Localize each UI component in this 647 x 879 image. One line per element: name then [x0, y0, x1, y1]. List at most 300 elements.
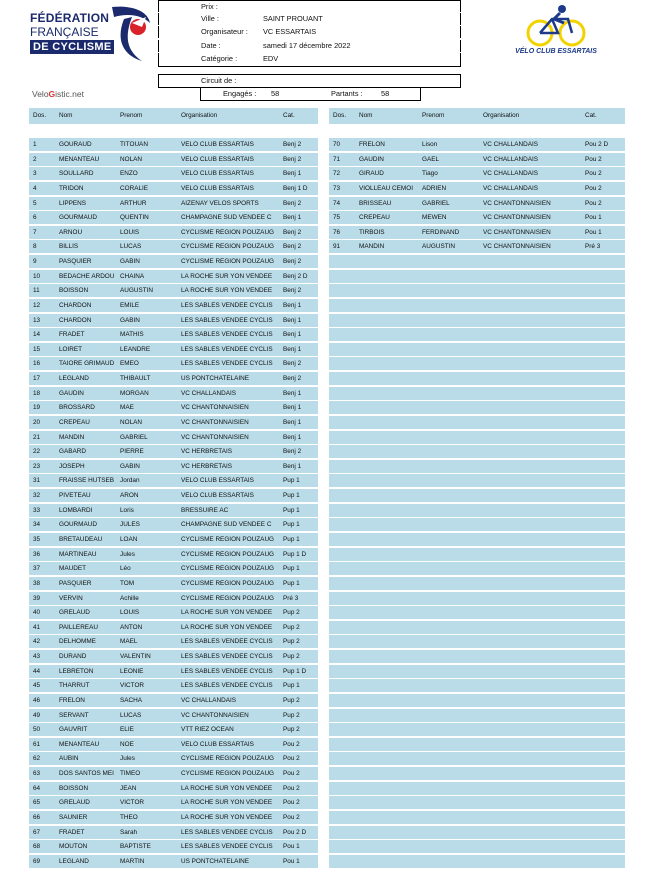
cell-nom: ARNOU — [59, 229, 83, 236]
cell-cat: Pou 2 — [585, 200, 602, 207]
table-row — [29, 197, 318, 210]
cell-cat: Pou 2 — [283, 755, 300, 762]
cell-cat: Benj 2 — [283, 229, 302, 236]
cell-cat: Pup 1 D — [283, 551, 307, 558]
table-row — [29, 577, 318, 590]
table-row — [329, 284, 625, 297]
table-row — [29, 314, 318, 327]
table-row — [29, 357, 318, 370]
table-row — [329, 328, 625, 341]
cell-cat: Pup 2 — [283, 653, 300, 660]
organisateur-value: VC ESSARTAIS — [263, 27, 317, 36]
cell-prenom: ELIE — [120, 726, 134, 733]
cell-prenom: NOLAN — [120, 156, 143, 163]
table-row — [329, 226, 625, 239]
cell-nom: TIRBOIS — [359, 229, 385, 236]
table-row — [329, 474, 625, 487]
cell-dos: 3 — [33, 170, 37, 177]
cell-organisation: CYCLISME REGION POUZAUG — [181, 755, 275, 762]
cell-cat: Pou 2 D — [585, 141, 609, 148]
cell-prenom: GABIN — [120, 317, 140, 324]
cell-prenom: LOUIS — [120, 229, 140, 236]
cell-organisation: LES SABLES VENDEE CYCLIS — [181, 843, 273, 850]
cell-organisation: VELO CLUB ESSARTAIS — [181, 170, 254, 177]
cell-dos: 70 — [333, 141, 341, 148]
cell-prenom: MAE — [120, 404, 134, 411]
cell-cat: Pup 1 — [283, 682, 300, 689]
cell-cat: Benj 2 — [283, 287, 302, 294]
cell-organisation: CYCLISME REGION POUZAUG — [181, 258, 275, 265]
cell-prenom: MAEL — [120, 638, 138, 645]
cell-dos: 69 — [33, 858, 41, 865]
cell-organisation: VELO CLUB ESSARTAIS — [181, 156, 254, 163]
table-row — [329, 460, 625, 473]
ffc-logo — [30, 3, 152, 63]
cell-cat: Pup 2 — [283, 638, 300, 645]
cell-cat: Benj 2 — [283, 375, 302, 382]
table-row — [29, 635, 318, 648]
cell-organisation: VC CHANTONNAISIEN — [483, 243, 551, 250]
table-row — [329, 401, 625, 414]
cell-nom: GABARD — [59, 448, 86, 455]
cell-organisation: CHAMPAGNE SUD VENDEE C — [181, 214, 272, 221]
cell-organisation: BRESSUIRE AC — [181, 507, 229, 514]
cell-organisation: CYCLISME REGION POUZAUG — [181, 536, 275, 543]
table-row — [29, 767, 318, 780]
cell-organisation: VELO CLUB ESSARTAIS — [181, 477, 254, 484]
date-label: Date : — [201, 41, 221, 50]
cell-nom: AUBIN — [59, 755, 79, 762]
cell-cat: Benj 1 — [283, 170, 302, 177]
table-row — [329, 826, 625, 839]
table-row — [329, 592, 625, 605]
cell-prenom: LEANDRE — [120, 346, 151, 353]
cell-cat: Pou 2 — [283, 785, 300, 792]
cell-organisation: US PONTCHATELAINE — [181, 858, 250, 865]
cell-organisation: VC CHALLANDAIS — [483, 170, 539, 177]
cell-prenom: Jules — [120, 551, 135, 558]
cell-dos: 74 — [333, 200, 341, 207]
velogistic-link[interactable] — [32, 89, 84, 99]
cell-nom: LEBRETON — [59, 668, 94, 675]
cell-cat: Pup 1 — [283, 492, 300, 499]
table-row — [29, 153, 318, 166]
cell-cat: Benj 1 — [283, 463, 302, 470]
cell-dos: 65 — [33, 799, 41, 806]
cell-prenom: LEONIE — [120, 668, 144, 675]
col-dos: Dos. — [333, 112, 347, 119]
cell-nom: VIOLLEAU CEMOI — [359, 185, 413, 192]
table-row — [329, 387, 625, 400]
table-row — [329, 197, 625, 210]
table-row — [329, 153, 625, 166]
table-row — [29, 855, 318, 868]
cell-dos: 68 — [33, 843, 41, 850]
cell-nom: MOUTON — [59, 843, 88, 850]
table-row — [329, 679, 625, 692]
table-row — [29, 738, 318, 751]
cell-nom: MENANTEAU — [59, 156, 100, 163]
cell-organisation: LA ROCHE SUR YON VENDEE — [181, 273, 273, 280]
ville-value: SAINT PROUANT — [263, 14, 323, 23]
cell-organisation: CYCLISME REGION POUZAUG — [181, 595, 275, 602]
col-nom: Nom — [359, 112, 373, 119]
cell-prenom: Jules — [120, 755, 135, 762]
cell-dos: 21 — [33, 434, 41, 441]
velogistic-c: istic.net — [55, 89, 84, 99]
cell-dos: 5 — [33, 200, 37, 207]
cell-dos: 16 — [33, 360, 41, 367]
cell-organisation: LES SABLES VENDEE CYCLIS — [181, 346, 273, 353]
cell-prenom: Lison — [422, 141, 438, 148]
cell-cat: Benj 1 — [283, 434, 302, 441]
circuit-label: Circuit de : — [201, 76, 237, 85]
cell-nom: PASQUIER — [59, 580, 92, 587]
table-row — [329, 182, 625, 195]
cell-organisation: AIZENAY VELOS SPORTS — [181, 200, 259, 207]
table-row — [329, 796, 625, 809]
cell-prenom: Léo — [120, 565, 131, 572]
cell-dos: 62 — [33, 755, 41, 762]
col-cat: Cat. — [585, 112, 597, 119]
cell-cat: Pou 1 — [283, 843, 300, 850]
table-row — [329, 709, 625, 722]
table-row — [329, 357, 625, 370]
table-row — [329, 489, 625, 502]
cell-dos: 23 — [33, 463, 41, 470]
cell-cat: Pou 1 — [283, 858, 300, 865]
cell-nom: LOMBARDI — [59, 507, 93, 514]
categorie-row — [158, 53, 461, 67]
table-row — [29, 782, 318, 795]
engages-bar — [200, 88, 421, 101]
cell-dos: 67 — [33, 829, 41, 836]
table-row — [29, 226, 318, 239]
table-row — [329, 314, 625, 327]
cell-prenom: TITOUAN — [120, 141, 148, 148]
cell-cat: Benj 2 D — [283, 273, 308, 280]
cell-organisation: VC CHALLANDAIS — [483, 141, 539, 148]
cell-organisation: VELO CLUB ESSARTAIS — [181, 185, 254, 192]
cell-dos: 18 — [33, 390, 41, 397]
cell-dos: 31 — [33, 477, 41, 484]
cell-nom: FRADET — [59, 829, 85, 836]
table-row — [329, 270, 625, 283]
cell-cat: Pup 1 D — [283, 668, 307, 675]
cell-prenom: JULES — [120, 521, 140, 528]
club-logo — [506, 3, 606, 59]
table-row — [329, 518, 625, 531]
cell-dos: 6 — [33, 214, 37, 221]
cell-organisation: CHAMPAGNE SUD VENDEE C — [181, 521, 272, 528]
cell-dos: 19 — [33, 404, 41, 411]
cell-dos: 49 — [33, 712, 41, 719]
cell-prenom: VICTOR — [120, 682, 145, 689]
cell-prenom: LOUIS — [120, 609, 140, 616]
cell-cat: Pou 2 — [283, 814, 300, 821]
cell-nom: PAILLEREAU — [59, 624, 98, 631]
cell-organisation: LA ROCHE SUR YON VENDEE — [181, 287, 273, 294]
table-row — [329, 504, 625, 517]
cell-dos: 8 — [33, 243, 37, 250]
cell-nom: BILLIS — [59, 243, 79, 250]
club-name: VÉLO CLUB ESSARTAIS — [515, 48, 597, 55]
table-row — [29, 416, 318, 429]
table-row — [29, 533, 318, 546]
cell-nom: VERVIN — [59, 595, 83, 602]
cell-prenom: SACHA — [120, 697, 143, 704]
table-row — [329, 694, 625, 707]
cell-dos: 72 — [333, 170, 341, 177]
cell-cat: Benj 1 — [283, 331, 302, 338]
table-row — [329, 416, 625, 429]
table-row — [29, 723, 318, 736]
cell-dos: 41 — [33, 624, 41, 631]
table-row — [329, 299, 625, 312]
table-row — [29, 840, 318, 853]
cell-cat: Pup 1 — [283, 477, 300, 484]
cell-cat: Pup 1 — [283, 580, 300, 587]
cell-organisation: CYCLISME REGION POUZAUG — [181, 243, 275, 250]
cell-prenom: VICTOR — [120, 799, 145, 806]
cell-organisation: VC CHALLANDAIS — [483, 185, 539, 192]
cell-organisation: VC HERBRETAIS — [181, 463, 233, 470]
circuit-row — [158, 74, 461, 88]
cell-cat: Pou 2 — [283, 799, 300, 806]
cell-prenom: ANTON — [120, 624, 143, 631]
cell-organisation: LES SABLES VENDEE CYCLIS — [181, 331, 273, 338]
cell-nom: THARRUT — [59, 682, 90, 689]
cell-cat: Pou 2 D — [283, 829, 307, 836]
table-row — [29, 401, 318, 414]
prix-row — [158, 0, 461, 12]
cell-dos: 4 — [33, 185, 37, 192]
table-row — [29, 709, 318, 722]
cell-prenom: EMILE — [120, 302, 140, 309]
organisateur-row — [158, 26, 461, 38]
cell-nom: BOISSON — [59, 287, 89, 294]
table-row — [29, 796, 318, 809]
cell-prenom: TIMEO — [120, 770, 141, 777]
cell-nom: BRISSEAU — [359, 200, 392, 207]
table-row — [29, 431, 318, 444]
cell-dos: 17 — [33, 375, 41, 382]
cell-prenom: MARTIN — [120, 858, 145, 865]
cell-prenom: GABRIEL — [120, 434, 148, 441]
table-row — [29, 211, 318, 224]
cell-nom: GIRAUD — [359, 170, 384, 177]
cell-cat: Benj 1 — [283, 390, 302, 397]
table-row — [29, 240, 318, 253]
cell-organisation: VELO CLUB ESSARTAIS — [181, 492, 254, 499]
cell-prenom: ARTHUR — [120, 200, 147, 207]
table-row — [29, 548, 318, 561]
cell-organisation: VTT RIEZ OCEAN — [181, 726, 234, 733]
cell-prenom: GABIN — [120, 463, 140, 470]
cell-prenom: ARON — [120, 492, 139, 499]
cell-cat: Benj 2 — [283, 448, 302, 455]
cell-cat: Benj 2 — [283, 200, 302, 207]
table-row — [329, 752, 625, 765]
cell-nom: FRELON — [59, 697, 85, 704]
cell-cat: Pup 1 — [283, 565, 300, 572]
cell-organisation: VELO CLUB ESSARTAIS — [181, 141, 254, 148]
cell-prenom: VALENTIN — [120, 653, 151, 660]
cell-organisation: CYCLISME REGION POUZAUG — [181, 565, 275, 572]
table-row — [29, 372, 318, 385]
cell-nom: BOISSON — [59, 785, 89, 792]
cell-prenom: NOLAN — [120, 419, 143, 426]
table-row — [29, 826, 318, 839]
cell-dos: 35 — [33, 536, 41, 543]
cell-cat: Benj 2 — [283, 243, 302, 250]
cell-nom: MANDIN — [359, 243, 385, 250]
cell-dos: 39 — [33, 595, 41, 602]
cell-dos: 38 — [33, 580, 41, 587]
table-row — [329, 548, 625, 561]
cell-cat: Pou 1 — [585, 229, 602, 236]
table-row — [29, 474, 318, 487]
table-row — [329, 811, 625, 824]
cell-organisation: VC HERBRETAIS — [181, 448, 233, 455]
cell-prenom: LUCAS — [120, 243, 142, 250]
cell-nom: LEGLAND — [59, 375, 89, 382]
cell-prenom: BAPTISTE — [120, 843, 151, 850]
engages-label: Engagés : — [223, 89, 257, 98]
cell-organisation: LA ROCHE SUR YON VENDEE — [181, 814, 273, 821]
cell-nom: LIPPENS — [59, 200, 86, 207]
cell-cat: Pup 2 — [283, 609, 300, 616]
table-row — [329, 240, 625, 253]
cell-organisation: CYCLISME REGION POUZAUG — [181, 770, 275, 777]
cell-organisation: VC CHANTONNAISIEN — [181, 404, 249, 411]
table-row — [329, 577, 625, 590]
cell-cat: Benj 2 — [283, 141, 302, 148]
table-row — [29, 167, 318, 180]
table-row — [329, 723, 625, 736]
cell-organisation: US PONTCHATELAINE — [181, 375, 250, 382]
cell-organisation: LES SABLES VENDEE CYCLIS — [181, 638, 273, 645]
cell-cat: Pou 2 — [585, 170, 602, 177]
cell-prenom: NOE — [120, 741, 134, 748]
cell-dos: 71 — [333, 156, 341, 163]
table-row — [29, 606, 318, 619]
cell-organisation: LES SABLES VENDEE CYCLIS — [181, 682, 273, 689]
cell-organisation: VC CHANTONNAISIEN — [483, 229, 551, 236]
cell-prenom: Loris — [120, 507, 134, 514]
cell-prenom: ADRIEN — [422, 185, 447, 192]
cell-prenom: THEO — [120, 814, 138, 821]
table-row — [29, 489, 318, 502]
cell-prenom: MEWEN — [422, 214, 447, 221]
cell-nom: FRADET — [59, 331, 85, 338]
cell-dos: 45 — [33, 682, 41, 689]
cell-dos: 40 — [33, 609, 41, 616]
cell-nom: SERVANT — [59, 712, 89, 719]
partants-label: Partants : — [331, 89, 363, 98]
cell-cat: Benj 1 — [283, 346, 302, 353]
cell-organisation: LA ROCHE SUR YON VENDEE — [181, 609, 273, 616]
cell-nom: DELHOMME — [59, 638, 96, 645]
table-row — [29, 299, 318, 312]
cell-dos: 46 — [33, 697, 41, 704]
cell-dos: 20 — [33, 419, 41, 426]
cell-nom: CREPEAU — [59, 419, 90, 426]
cell-nom: SOULLARD — [59, 170, 94, 177]
cell-organisation: VC CHALLANDAIS — [483, 156, 539, 163]
cell-nom: BRETAUDEAU — [59, 536, 103, 543]
table-row — [29, 182, 318, 195]
cyclist-icon — [506, 3, 606, 49]
cell-organisation: LES SABLES VENDEE CYCLIS — [181, 653, 273, 660]
cell-dos: 43 — [33, 653, 41, 660]
table-row — [329, 372, 625, 385]
cell-nom: GRELAUD — [59, 609, 90, 616]
table-row — [329, 855, 625, 868]
cell-cat: Benj 2 — [283, 258, 302, 265]
table-row — [29, 694, 318, 707]
cell-prenom: AUGUSTIN — [422, 243, 456, 250]
cell-prenom: CHAINA — [120, 273, 145, 280]
ffc-logo-line2: FRANÇAISE — [30, 25, 99, 39]
cell-nom: GRELAUD — [59, 799, 90, 806]
cell-dos: 10 — [33, 273, 41, 280]
cell-cat: Pré 3 — [283, 595, 299, 602]
table-row — [29, 255, 318, 268]
cell-nom: MENANTEAU — [59, 741, 100, 748]
col-cat: Cat. — [283, 112, 295, 119]
cell-nom: CHARDON — [59, 302, 92, 309]
cell-cat: Pou 2 — [585, 185, 602, 192]
cell-organisation: VC CHALLANDAIS — [181, 697, 237, 704]
table-row — [29, 138, 318, 151]
cell-organisation: LES SABLES VENDEE CYCLIS — [181, 317, 273, 324]
organisateur-label: Organisateur : — [201, 27, 248, 36]
cell-nom: DOS SANTOS MEI — [59, 770, 114, 777]
table-row — [29, 284, 318, 297]
table-row — [29, 445, 318, 458]
table-row — [29, 504, 318, 517]
col-nom: Nom — [59, 112, 73, 119]
table-row — [29, 270, 318, 283]
cell-dos: 14 — [33, 331, 41, 338]
table-row — [329, 606, 625, 619]
cell-prenom: PIERRE — [120, 448, 144, 455]
cell-prenom: GABIN — [120, 258, 140, 265]
table-row — [29, 665, 318, 678]
cell-organisation: VC CHANTONNAISIEN — [181, 712, 249, 719]
cell-cat: Pup 1 — [283, 536, 300, 543]
cell-cat: Pou 2 — [283, 770, 300, 777]
cell-nom: GOURMAUD — [59, 214, 97, 221]
table-row — [329, 782, 625, 795]
cell-cat: Benj 1 — [283, 214, 302, 221]
cell-dos: 34 — [33, 521, 41, 528]
cell-cat: Pup 1 — [283, 507, 300, 514]
ffc-logo-line1: FÉDÉRATION — [30, 11, 110, 25]
ville-row — [158, 13, 461, 25]
cell-dos: 1 — [33, 141, 37, 148]
cell-organisation: LA ROCHE SUR YON VENDEE — [181, 785, 273, 792]
categorie-label: Catégorie : — [201, 54, 238, 63]
cell-prenom: GABRIEL — [422, 200, 450, 207]
table-row — [329, 767, 625, 780]
ffc-swoosh-icon — [102, 3, 152, 63]
cell-dos: 61 — [33, 741, 41, 748]
cell-cat: Benj 2 — [283, 156, 302, 163]
table-row — [29, 811, 318, 824]
cell-cat: Pup 2 — [283, 697, 300, 704]
